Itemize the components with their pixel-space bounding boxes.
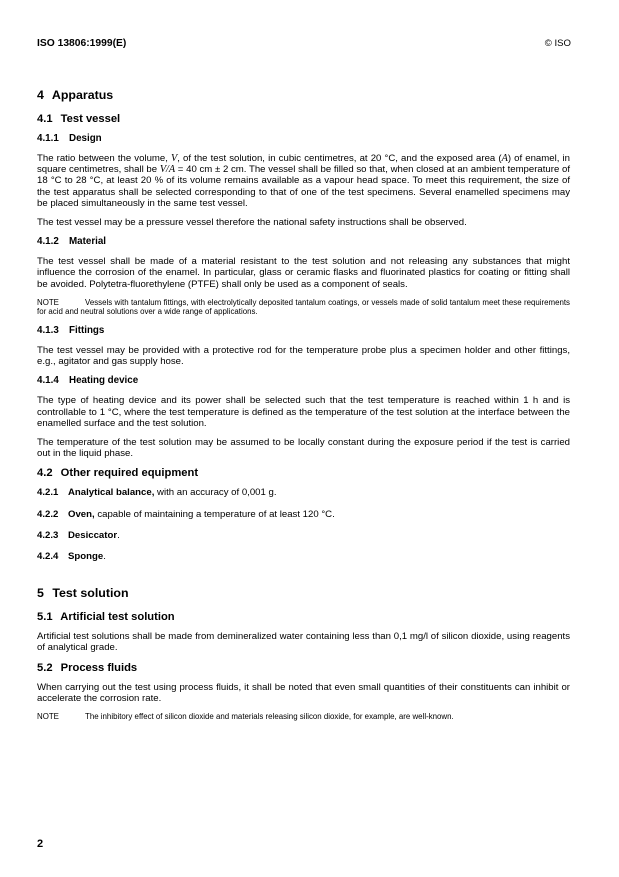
variable-area: A [501, 153, 508, 164]
note-label: NOTE [37, 712, 59, 722]
heading-number: 4.1.1 [37, 133, 59, 144]
item-label: Oven, [68, 508, 95, 520]
document-id: ISO 13806:1999(E) [37, 38, 127, 49]
list-item-sponge [37, 551, 570, 562]
section-spacer [37, 572, 570, 586]
heading-number: 5.2 [37, 661, 53, 674]
heading-fittings [37, 325, 570, 336]
text-run: , of the test solution, in cubic centimetres, at 20 °C, and the exposed area ( [177, 153, 502, 164]
paragraph-process-fluids: When carrying out the test using process fluids, it shall be noted that even small quantities of their constituents can inhibit or accelerate the corrosion rate. [37, 681, 570, 704]
list-item-analytical-balance [37, 487, 570, 498]
item-label: Desiccator [68, 529, 118, 541]
heading-number: 4.1.2 [37, 236, 59, 248]
heading-text: Fittings [69, 325, 105, 337]
heading-text: Test solution [52, 586, 129, 601]
item-number: 4.2.4 [37, 551, 59, 563]
heading-text: Process fluids [60, 661, 138, 674]
item-label: Analytical balance, [68, 487, 155, 499]
heading-number: 4.1 [37, 113, 53, 125]
heading-text: Heating device [69, 375, 139, 387]
heading-material [37, 236, 570, 247]
heading-process-fluids [37, 662, 570, 674]
heading-text: Material [69, 236, 107, 248]
text-run: The ratio between the volume, [37, 153, 172, 164]
note-text: Vessels with tantalum fittings, with electrolytically deposited tantalum coatings, or vessels made of solid tantalum meet these requirements for acid and neutral solutions over a wide range of applications. [37, 297, 570, 317]
heading-text: Artificial test solution [60, 611, 175, 624]
heading-heating-device [37, 375, 570, 386]
note-text: The inhibitory effect of silicon dioxide and materials releasing silicon dioxide, for example, are well-known. [85, 712, 454, 722]
heading-text: Other required equipment [60, 467, 199, 480]
heading-number: 4.1.3 [37, 325, 59, 337]
item-text: . [117, 529, 120, 541]
heading-number: 4.2 [37, 467, 53, 480]
note-tantalum [37, 298, 570, 317]
paragraph-material: The test vessel shall be made of a material resistant to the test solution and not releasing any substances that might influence the corrosion of the enamel. In particular, glass or ceramic flasks and fluorinated plastics for coating or fitting shall be avoided. Polytetra-fluorethylene (PTFE) shall only be used as a component of seals. [37, 256, 570, 290]
paragraph-heating-device: The type of heating device and its power shall be selected such that the test temperature is reached within 1 h and is controllable to 1 °C, where the test temperature is defined as the temperature of the test solution at the interface between the enamelled surface and the test solution. [37, 395, 570, 429]
variable-volume: V [171, 153, 178, 164]
item-text: . [103, 551, 106, 563]
paragraph-temperature: The temperature of the test solution may be assumed to be locally constant during the exposure period if the test is carried out in the liquid phase. [37, 437, 570, 460]
paragraph-design-ratio [37, 153, 570, 209]
paragraph-artificial-solution: Artificial test solutions shall be made from demineralized water containing less than 0,1 mg/l of silicon dioxide, using reagents of analytical grade. [37, 631, 570, 654]
heading-number: 4.1.4 [37, 375, 59, 387]
item-text: capable of maintaining a temperature of at least 120 °C. [94, 508, 335, 520]
list-item-oven [37, 509, 570, 520]
heading-number: 5.1 [37, 611, 53, 624]
note-label: NOTE [37, 297, 59, 307]
document-body [37, 88, 570, 730]
heading-number: 5 [37, 586, 44, 601]
heading-artificial-solution [37, 611, 570, 623]
heading-test-vessel [37, 113, 570, 125]
page-number: 2 [37, 838, 44, 850]
copyright-mark: © ISO [544, 38, 571, 49]
item-number: 4.2.1 [37, 487, 59, 499]
paragraph-pressure-vessel: The test vessel may be a pressure vessel therefore the national safety instructions shall be observed. [37, 217, 467, 229]
item-text: with an accuracy of 0,001 g. [154, 487, 277, 499]
heading-design [37, 133, 570, 144]
text-run: ) of enamel, in square centimetres, shall be [37, 153, 570, 176]
note-silicon-dioxide [37, 712, 570, 722]
heading-text: Test vessel [60, 113, 121, 125]
heading-text: Design [69, 133, 102, 144]
heading-other-equipment [37, 467, 570, 479]
list-item-desiccator [37, 530, 570, 541]
item-number: 4.2.2 [37, 508, 59, 520]
item-number: 4.2.3 [37, 529, 59, 541]
paragraph-fittings: The test vessel may be provided with a protective rod for the temperature probe plus a specimen holder and other fittings, e.g., agitator and gas supply hose. [37, 345, 570, 368]
heading-number: 4 [37, 88, 44, 102]
item-label: Sponge [68, 551, 104, 563]
text-run: = 40 cm ± 2 cm. The vessel shall be filled so that, when closed at an ambient temperature of 18 °C to 28 °C, at least 20 % of its volume remains available as a vapour head space. To meet this requirement, the size of the test apparatus shall be selected corresponding to that of one of the test specimens. Several enamelled specimens may be placed simultaneously in the same test vessel. [37, 164, 570, 209]
variable-ratio: V/A [159, 164, 176, 176]
heading-text: Apparatus [51, 88, 114, 102]
heading-apparatus [37, 88, 570, 102]
heading-test-solution [37, 586, 570, 600]
